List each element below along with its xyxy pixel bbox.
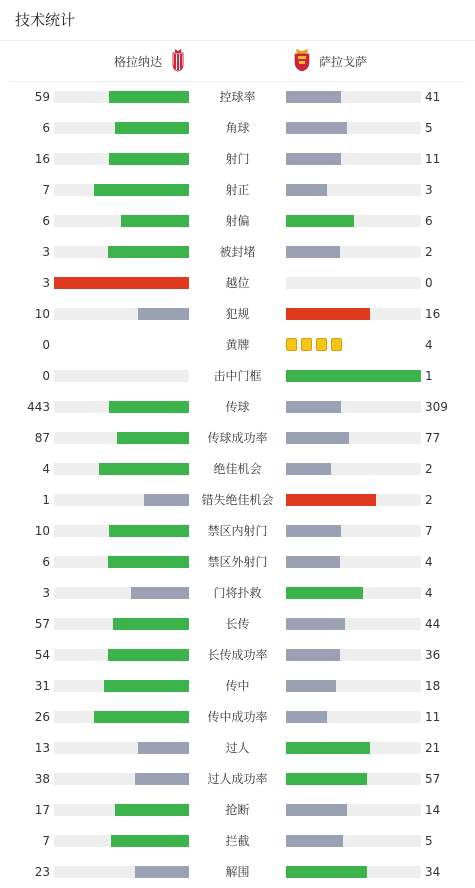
team-header bbox=[0, 44, 475, 80]
away-stat-bar-fill bbox=[286, 153, 341, 165]
stat-label: 过人 bbox=[225, 741, 250, 755]
away-stat-bar bbox=[286, 184, 421, 196]
home-stat-bar bbox=[54, 153, 189, 165]
stat-label: 被封堵 bbox=[219, 245, 256, 259]
away-stat-value: 2 bbox=[425, 245, 433, 259]
away-stat-bar bbox=[286, 618, 421, 630]
stat-label: 传球 bbox=[225, 400, 250, 414]
home-stat-bar bbox=[54, 556, 189, 568]
home-stat-bar bbox=[54, 773, 189, 785]
away-stat-bar bbox=[286, 122, 421, 134]
away-stat-bar-fill bbox=[286, 246, 340, 258]
away-stat-value: 5 bbox=[425, 121, 433, 135]
home-stat-bar-fill bbox=[109, 91, 189, 103]
away-stat-value: 2 bbox=[425, 493, 433, 507]
away-stat-bar-fill bbox=[286, 556, 340, 568]
away-stat-bar bbox=[286, 370, 421, 382]
away-stat-bar bbox=[286, 525, 421, 537]
home-stat-bar-fill bbox=[138, 308, 189, 320]
away-stat-bar-fill bbox=[286, 866, 367, 878]
home-stat-value: 7 bbox=[42, 183, 50, 197]
away-stat-bar bbox=[286, 494, 421, 506]
stat-row bbox=[0, 521, 475, 541]
home-stat-bar-fill bbox=[94, 184, 189, 196]
stat-row bbox=[0, 459, 475, 479]
away-stat-bar bbox=[286, 556, 421, 568]
home-stat-bar-fill bbox=[109, 401, 189, 413]
away-stat-bar bbox=[286, 680, 421, 692]
stat-row bbox=[0, 149, 475, 169]
home-team[interactable] bbox=[114, 49, 184, 73]
away-stat-bar-fill bbox=[286, 370, 421, 382]
away-stat-bar bbox=[286, 463, 421, 475]
yellow-card-icon bbox=[316, 338, 327, 351]
away-stat-bar-fill bbox=[286, 649, 340, 661]
home-stat-bar-fill bbox=[104, 680, 189, 692]
away-stat-value: 18 bbox=[425, 679, 441, 693]
stat-row bbox=[0, 676, 475, 696]
home-stat-bar bbox=[54, 308, 189, 320]
home-stat-value: 57 bbox=[34, 617, 50, 631]
stat-row bbox=[0, 800, 475, 820]
away-stat-value: 21 bbox=[425, 741, 441, 755]
home-stat-value: 0 bbox=[42, 369, 50, 383]
home-stat-bar-fill bbox=[121, 215, 189, 227]
away-stat-bar bbox=[286, 215, 421, 227]
stat-row bbox=[0, 304, 475, 324]
away-stat-value: 2 bbox=[425, 462, 433, 476]
home-stat-value: 6 bbox=[42, 121, 50, 135]
home-stat-value: 54 bbox=[34, 648, 50, 662]
away-stat-bar bbox=[286, 742, 421, 754]
away-stat-value: 4 bbox=[425, 338, 433, 352]
home-stat-bar bbox=[54, 401, 189, 413]
home-stat-bar-fill bbox=[135, 866, 189, 878]
away-stat-bar bbox=[286, 649, 421, 661]
away-stat-bar-fill bbox=[286, 618, 345, 630]
home-stat-bar bbox=[54, 494, 189, 506]
away-stat-bar bbox=[286, 835, 421, 847]
home-stat-value: 10 bbox=[34, 524, 50, 538]
stat-row bbox=[0, 645, 475, 665]
stat-row bbox=[0, 273, 475, 293]
home-stat-bar-fill bbox=[111, 835, 189, 847]
home-stat-bar-fill bbox=[117, 432, 189, 444]
home-team-name: 格拉纳达 bbox=[114, 54, 163, 69]
divider bbox=[0, 40, 475, 41]
away-stat-bar-fill bbox=[286, 184, 327, 196]
home-stat-value: 87 bbox=[34, 431, 50, 445]
away-stat-value: 4 bbox=[425, 555, 433, 569]
stat-label: 长传 bbox=[225, 617, 250, 631]
stat-label: 角球 bbox=[225, 121, 250, 135]
home-stat-bar bbox=[54, 649, 189, 661]
away-stat-bar bbox=[286, 401, 421, 413]
home-stat-bar bbox=[54, 246, 189, 258]
stat-label: 错失绝佳机会 bbox=[201, 493, 274, 507]
away-stat-value: 36 bbox=[425, 648, 441, 662]
home-stat-value: 31 bbox=[34, 679, 50, 693]
away-stat-bar bbox=[286, 246, 421, 258]
away-stat-value: 0 bbox=[425, 276, 433, 290]
home-stat-value: 59 bbox=[34, 90, 50, 104]
away-stat-value: 57 bbox=[425, 772, 441, 786]
yellow-cards bbox=[286, 338, 346, 351]
home-stat-value: 38 bbox=[34, 772, 50, 786]
home-stat-bar bbox=[54, 711, 189, 723]
stat-row bbox=[0, 738, 475, 758]
home-stat-value: 23 bbox=[34, 865, 50, 879]
home-stat-bar-fill bbox=[115, 122, 189, 134]
home-stat-bar bbox=[54, 463, 189, 475]
away-stat-bar bbox=[286, 773, 421, 785]
away-stat-bar bbox=[286, 587, 421, 599]
away-stat-value: 34 bbox=[425, 865, 441, 879]
away-stat-bar-fill bbox=[286, 308, 370, 320]
away-stat-value: 77 bbox=[425, 431, 441, 445]
stat-row bbox=[0, 242, 475, 262]
home-stat-bar-fill bbox=[54, 277, 189, 289]
home-stat-bar bbox=[54, 432, 189, 444]
away-stat-bar-fill bbox=[286, 122, 347, 134]
away-stat-value: 41 bbox=[425, 90, 441, 104]
away-stat-bar-fill bbox=[286, 835, 343, 847]
stat-label: 抢断 bbox=[225, 803, 250, 817]
home-stat-value: 3 bbox=[42, 245, 50, 259]
away-stat-bar-fill bbox=[286, 804, 347, 816]
away-stat-bar bbox=[286, 308, 421, 320]
yellow-card-icon bbox=[301, 338, 312, 351]
stat-label: 传球成功率 bbox=[207, 431, 268, 445]
zaragoza-crest-icon bbox=[293, 48, 311, 75]
home-stat-bar bbox=[54, 742, 189, 754]
stat-row bbox=[0, 583, 475, 603]
stat-row bbox=[0, 862, 475, 882]
home-stat-bar-fill bbox=[115, 804, 189, 816]
home-stat-bar bbox=[54, 587, 189, 599]
stat-label: 射门 bbox=[225, 152, 250, 166]
home-stat-bar-fill bbox=[113, 618, 189, 630]
home-stat-bar bbox=[54, 277, 189, 289]
home-stat-bar bbox=[54, 680, 189, 692]
away-stat-value: 4 bbox=[425, 586, 433, 600]
home-stat-value: 7 bbox=[42, 834, 50, 848]
away-stat-bar-fill bbox=[286, 401, 341, 413]
away-stat-value: 44 bbox=[425, 617, 441, 631]
stat-row bbox=[0, 180, 475, 200]
home-stat-bar bbox=[54, 866, 189, 878]
stat-row bbox=[0, 211, 475, 231]
away-stat-bar bbox=[286, 866, 421, 878]
away-stat-value: 11 bbox=[425, 152, 441, 166]
stat-label: 门将扑救 bbox=[213, 586, 262, 600]
stat-label: 犯规 bbox=[225, 307, 250, 321]
away-team[interactable] bbox=[293, 49, 367, 73]
away-stat-bar bbox=[286, 153, 421, 165]
home-stat-value: 6 bbox=[42, 214, 50, 228]
home-stat-value: 6 bbox=[42, 555, 50, 569]
home-stat-value: 16 bbox=[34, 152, 50, 166]
stat-row bbox=[0, 707, 475, 727]
granada-crest-icon bbox=[172, 48, 184, 75]
away-stat-bar bbox=[286, 711, 421, 723]
home-stat-bar bbox=[54, 525, 189, 537]
page-title: 技术统计 bbox=[15, 11, 76, 29]
stat-label: 黄牌 bbox=[225, 338, 250, 352]
away-stat-value: 6 bbox=[425, 214, 433, 228]
away-stat-bar-fill bbox=[286, 773, 367, 785]
home-stat-bar-fill bbox=[144, 494, 189, 506]
home-stat-bar-fill bbox=[109, 153, 189, 165]
away-stat-bar-fill bbox=[286, 587, 363, 599]
stat-row bbox=[0, 490, 475, 510]
home-stat-bar-fill bbox=[108, 649, 189, 661]
home-stat-value: 0 bbox=[42, 338, 50, 352]
home-stat-bar bbox=[54, 804, 189, 816]
away-stat-bar bbox=[286, 432, 421, 444]
yellow-card-icon bbox=[331, 338, 342, 351]
stat-label: 禁区内射门 bbox=[207, 524, 268, 538]
home-stat-value: 26 bbox=[34, 710, 50, 724]
stat-row bbox=[0, 769, 475, 789]
home-stat-bar bbox=[54, 370, 189, 382]
stat-row bbox=[0, 614, 475, 634]
stat-label: 越位 bbox=[225, 276, 250, 290]
stat-label: 击中门框 bbox=[213, 369, 262, 383]
home-stat-bar-fill bbox=[109, 525, 189, 537]
home-stat-bar bbox=[54, 215, 189, 227]
stat-label: 禁区外射门 bbox=[207, 555, 268, 569]
stat-label: 传中成功率 bbox=[207, 710, 268, 724]
away-stat-value: 7 bbox=[425, 524, 433, 538]
away-stat-value: 16 bbox=[425, 307, 441, 321]
home-stat-value: 4 bbox=[42, 462, 50, 476]
stat-label: 射正 bbox=[225, 183, 250, 197]
away-stat-bar bbox=[286, 804, 421, 816]
stat-label: 解围 bbox=[225, 865, 250, 879]
stat-row bbox=[0, 118, 475, 138]
home-stat-bar-fill bbox=[108, 556, 189, 568]
away-stat-value: 5 bbox=[425, 834, 433, 848]
stat-label: 绝佳机会 bbox=[213, 462, 262, 476]
home-stat-value: 3 bbox=[42, 276, 50, 290]
away-stat-bar-fill bbox=[286, 432, 349, 444]
home-stat-bar bbox=[54, 184, 189, 196]
home-stat-value: 3 bbox=[42, 586, 50, 600]
home-stat-bar-fill bbox=[108, 246, 189, 258]
away-stat-bar-fill bbox=[286, 494, 376, 506]
away-stat-bar-fill bbox=[286, 525, 341, 537]
yellow-card-icon bbox=[286, 338, 297, 351]
stat-row bbox=[0, 397, 475, 417]
stat-label: 射偏 bbox=[225, 214, 250, 228]
stat-row bbox=[0, 366, 475, 386]
home-stat-value: 10 bbox=[34, 307, 50, 321]
away-stat-value: 11 bbox=[425, 710, 441, 724]
stat-label: 过人成功率 bbox=[207, 772, 268, 786]
away-stat-value: 1 bbox=[425, 369, 433, 383]
home-stat-bar bbox=[54, 91, 189, 103]
away-stat-bar-fill bbox=[286, 680, 336, 692]
away-stat-bar-fill bbox=[286, 91, 341, 103]
home-stat-bar bbox=[54, 122, 189, 134]
home-stat-value: 17 bbox=[34, 803, 50, 817]
home-stat-bar-fill bbox=[138, 742, 189, 754]
away-stat-bar-fill bbox=[286, 463, 331, 475]
stat-row bbox=[0, 831, 475, 851]
home-stat-bar-fill bbox=[99, 463, 189, 475]
stat-label: 传中 bbox=[225, 679, 250, 693]
home-stat-bar bbox=[54, 618, 189, 630]
home-stat-bar bbox=[54, 835, 189, 847]
home-stat-bar-fill bbox=[94, 711, 189, 723]
away-stat-bar bbox=[286, 91, 421, 103]
away-stat-value: 14 bbox=[425, 803, 441, 817]
stat-row bbox=[0, 552, 475, 572]
stat-label: 长传成功率 bbox=[207, 648, 268, 662]
away-stat-value: 3 bbox=[425, 183, 433, 197]
away-team-name: 萨拉戈萨 bbox=[319, 54, 368, 69]
stat-label: 拦截 bbox=[225, 834, 250, 848]
stat-row bbox=[0, 428, 475, 448]
divider bbox=[10, 81, 465, 82]
stat-label: 控球率 bbox=[219, 90, 256, 104]
home-stat-bar-fill bbox=[135, 773, 189, 785]
home-stat-value: 443 bbox=[27, 400, 50, 414]
stat-row bbox=[0, 335, 475, 355]
away-stat-bar-fill bbox=[286, 742, 370, 754]
home-stat-value: 1 bbox=[42, 493, 50, 507]
home-stat-bar-fill bbox=[131, 587, 189, 599]
away-stat-value: 309 bbox=[425, 400, 448, 414]
away-stat-bar bbox=[286, 277, 421, 289]
away-stat-bar-fill bbox=[286, 711, 327, 723]
stat-row bbox=[0, 87, 475, 107]
away-stat-bar-fill bbox=[286, 215, 354, 227]
home-stat-value: 13 bbox=[34, 741, 50, 755]
